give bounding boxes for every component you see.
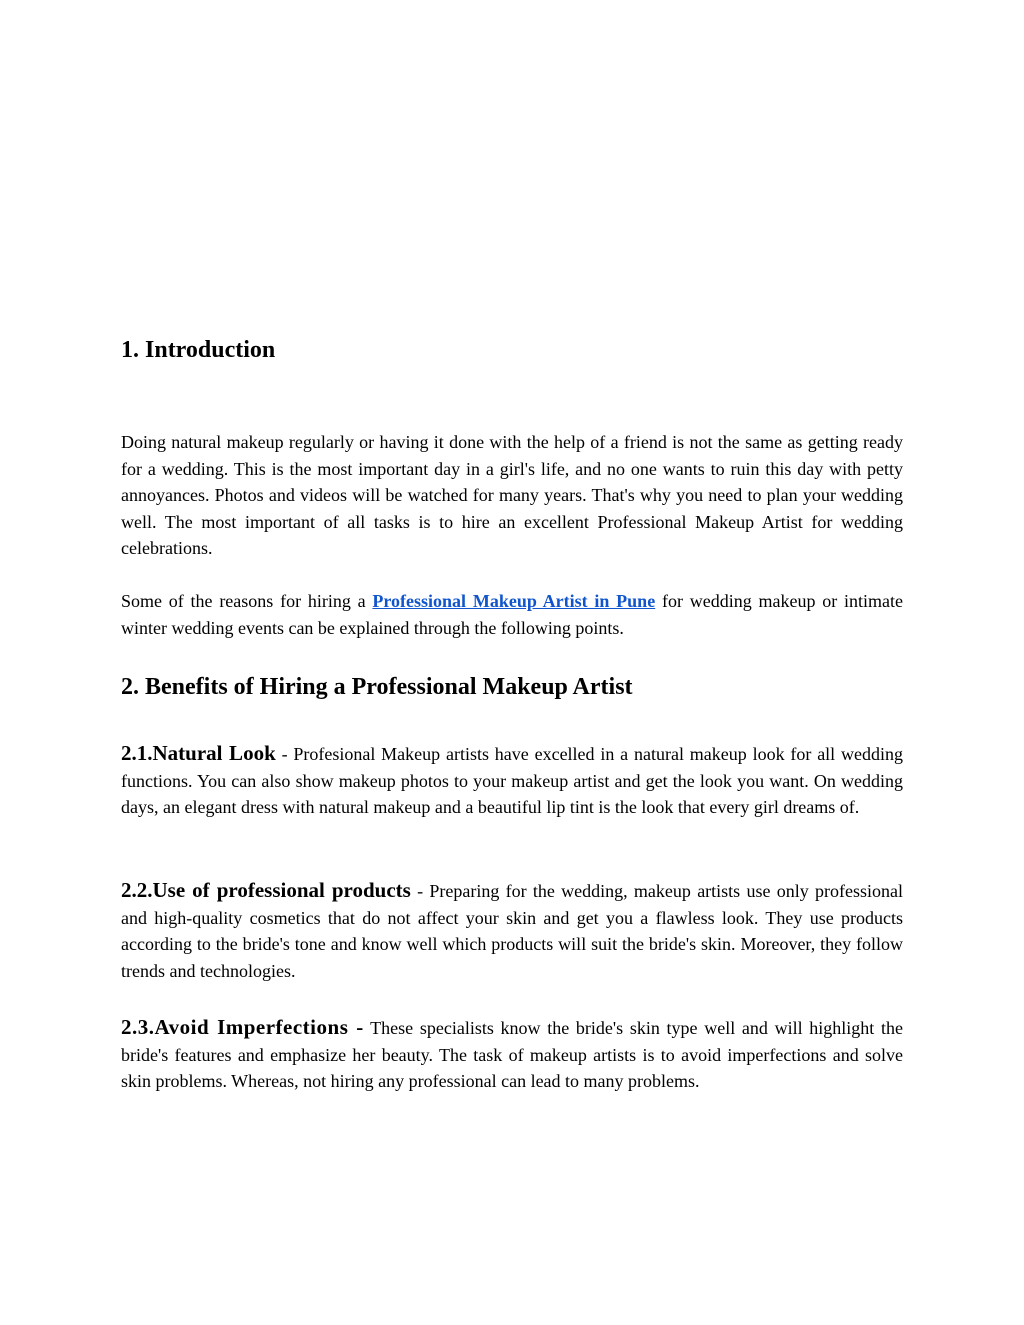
benefit-item-avoid-imperfections <box>121 1014 903 1095</box>
makeup-artist-pune-link[interactable]: Professional Makeup Artist in Pune <box>372 591 656 611</box>
benefit-title: 2.3.Avoid Imperfections - <box>121 1015 364 1039</box>
benefit-text: These specialists know the bride's skin type well and will highlight the bride's features and emphasize her beauty. The task of makeup artists is to avoid imperfections and solve skin problems. Whereas, not hiring any professional can lead to many problems. <box>121 1018 903 1092</box>
benefit-text: - Profesional Makeup artists have excelled in a natural makeup look for all wedding functions. You can also show makeup photos to your makeup artist and get the look you want. On wedding days, an elegant dress with natural makeup and a beautiful lip tint is the look that every girl dreams of. <box>121 744 903 818</box>
introduction-paragraph: Doing natural makeup regularly or having it done with the help of a friend is not the same as getting ready for a wedding. This is the most important day in a girl's life, and no one wants to ruin this day with petty annoyances. Photos and videos will be watched for many years. That's why you need to plan your wedding well. The most important of all tasks is to hire an excellent Professional Makeup Artist for wedding celebrations. <box>121 432 903 559</box>
benefits-heading: 2. Benefits of Hiring a Professional Makeup Artist <box>121 674 633 700</box>
reasons-text-after: for wedding makeup or intimate winter wedding events can be explained through the following points. <box>121 591 904 638</box>
benefit-item-natural-look <box>121 740 903 821</box>
benefit-item-professional-products <box>121 877 903 984</box>
benefit-text: - Preparing for the wedding, makeup artists use only professional and high-quality cosmetics that do not affect your skin and get you a flawless look. They use products according to the bride's tone and know well which products will suit the bride's skin. Moreover, they follow trends and technologies. <box>121 881 903 981</box>
benefit-title: 2.1.Natural Look <box>121 741 276 765</box>
reasons-paragraph <box>121 588 903 641</box>
reasons-text-before: Some of the reasons for hiring a <box>121 591 373 611</box>
introduction-heading: 1. Introduction <box>121 337 276 363</box>
benefit-title: 2.2.Use of professional products <box>121 878 411 902</box>
